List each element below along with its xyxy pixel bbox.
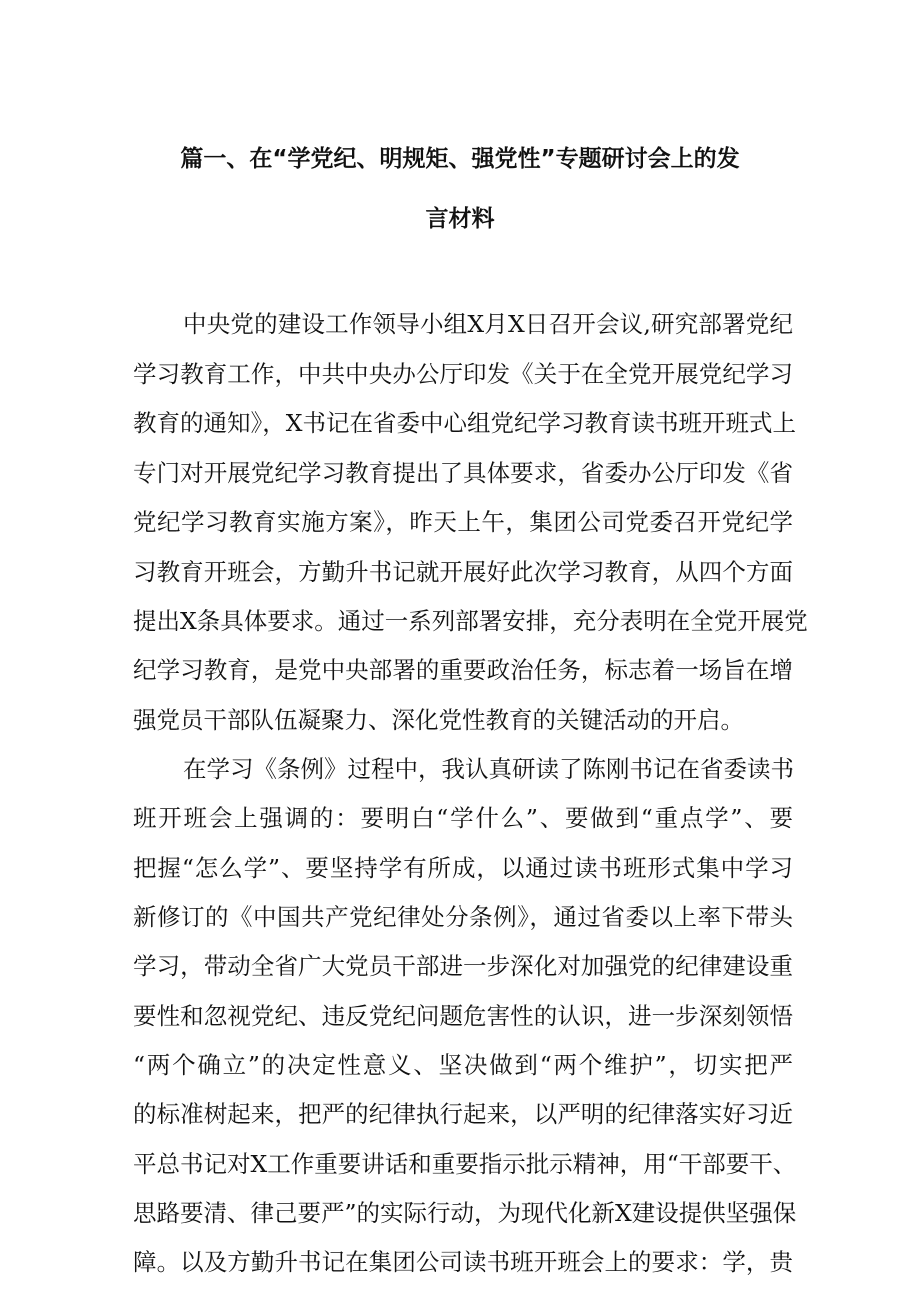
paragraph-1-line: 专门对开展党纪学习教育提出了具体要求，省委办公厅印发《省 bbox=[133, 459, 793, 487]
paragraph-2-line: 思路要清、律己要严”的实际行动，为现代化新X建设提供坚强保 bbox=[133, 1199, 797, 1227]
paragraph-1-line: 学习教育工作，中共中央办公厅印发《关于在全党开展党纪学习 bbox=[133, 360, 793, 388]
paragraph-1-line: 习教育开班会，方勤升书记就开展好此次学习教育，从四个方面 bbox=[133, 558, 793, 586]
paragraph-2-line: 在学习《条例》过程中，我认真研读了陈刚书记在省委读书 bbox=[183, 755, 794, 783]
paragraph-1-line: 教育的通知》，X书记在省委中心组党纪学习教育读书班开班式上 bbox=[133, 409, 796, 437]
paragraph-2-line: 障。以及方勤升书记在集团公司读书班开班会上的要求：学，贵 bbox=[133, 1248, 793, 1276]
paragraph-1-line: 党纪学习教育实施方案》，昨天上午，集团公司党委召开党纪学 bbox=[133, 508, 793, 536]
paragraph-1-line: 提出X条具体要求。通过一系列部署安排，充分表明在全党开展党 bbox=[133, 607, 808, 635]
paragraph-1-line: 纪学习教育，是党中央部署的重要政治任务，标志着一场旨在增 bbox=[133, 656, 793, 684]
paragraph-2-line: 的标准树起来，把严的纪律执行起来，以严明的纪律落实好习近 bbox=[133, 1100, 793, 1128]
paragraph-2-line: 把握“怎么学”、要坚持学有所成，以通过读书班形式集中学习 bbox=[133, 854, 793, 882]
paragraph-2-line: 新修订的《中国共产党纪律处分条例》，通过省委以上率下带头 bbox=[133, 903, 793, 931]
paragraph-2-line: 要性和忽视党纪、违反党纪问题危害性的认识，进一步深刻领悟 bbox=[133, 1002, 793, 1030]
paragraph-1-line: 强党员干部队伍凝聚力、深化党性教育的关键活动的开启。 bbox=[133, 706, 744, 734]
paragraph-1-line: 中央党的建设工作领导小组X月X日召开会议,研究部署党纪 bbox=[183, 310, 793, 338]
paragraph-2-line: 班开班会上强调的：要明白“学什么”、要做到“重点学”、要 bbox=[133, 804, 793, 832]
document-title-line-2: 言材料 bbox=[425, 206, 495, 232]
paragraph-2-line: “两个确立”的决定性意义、坚决做到“两个维护”，切实把严 bbox=[133, 1051, 793, 1079]
document-title-line-1: 篇一、在“学党纪、明规矩、强党性”专题研讨会上的发 bbox=[180, 146, 740, 172]
paragraph-2-line: 平总书记对X工作重要讲话和重要指示批示精神，用“干部要干、 bbox=[133, 1150, 797, 1178]
paragraph-2-line: 学习，带动全省广大党员干部进一步深化对加强党的纪律建设重 bbox=[133, 952, 793, 980]
